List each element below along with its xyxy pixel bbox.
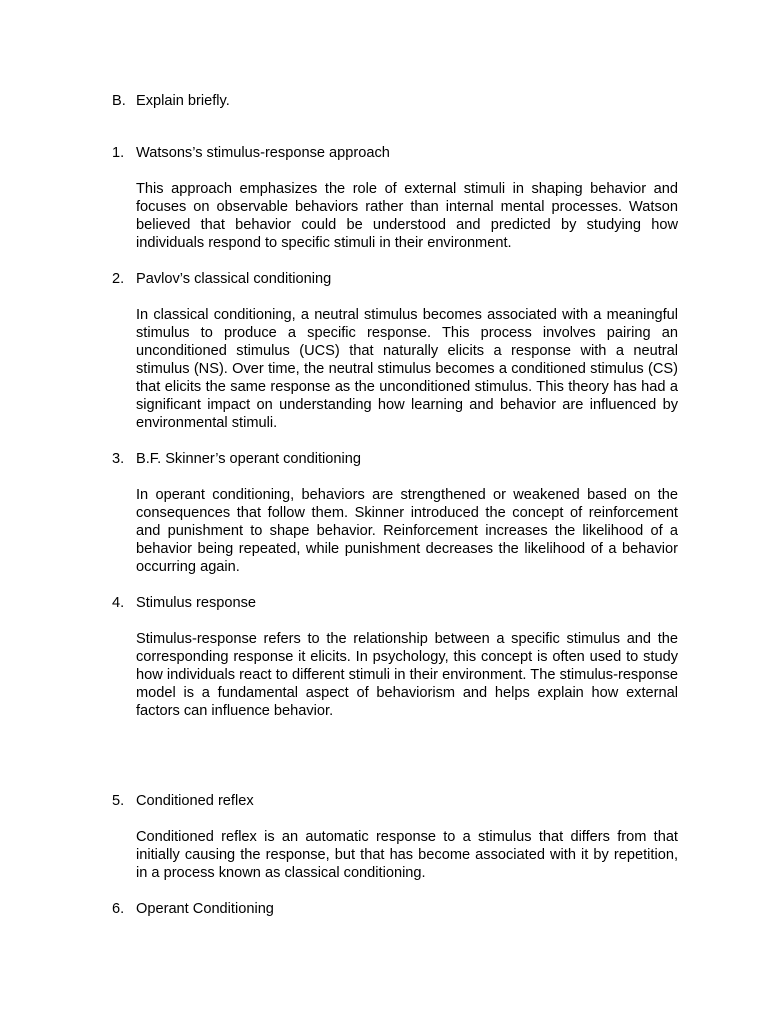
- list-item-heading: [112, 450, 678, 468]
- section-title: Explain briefly.: [136, 93, 230, 109]
- spacer: [112, 110, 678, 144]
- spacer: [112, 612, 678, 630]
- list-item-heading: [112, 900, 678, 918]
- spacer: [112, 720, 678, 792]
- item-body: Stimulus-response refers to the relationship between a specific stimulus and the corresponding response it elicits. In psychology, this concept is often used to study how individuals react to different stimuli in their environment. The stimulus-response model is a fundamental aspect of behaviorism and helps explain how external factors can influence behavior.: [136, 631, 678, 719]
- spacer: [112, 810, 678, 828]
- item-body: This approach emphasizes the role of external stimuli in shaping behavior and focuses on observable behaviors rather than internal mental processes. Watson believed that behavior could be understood and predicted by studying how individuals respond to specific stimuli in their environment.: [136, 181, 678, 251]
- item-body: In classical conditioning, a neutral stimulus becomes associated with a meaningful stimulus to produce a specific response. This process involves pairing an unconditioned stimulus (UCS) that naturally elicits a response with a neutral stimulus (NS). Over time, the neutral stimulus becomes a conditioned stimulus (CS) that elicits the same response as the unconditioned stimulus. This theory has had a significant impact on understanding how learning and behavior are influenced by environmental stimuli.: [136, 307, 678, 431]
- item-number: 2.: [112, 271, 125, 287]
- item-heading: Pavlov’s classical conditioning: [136, 271, 332, 287]
- item-number: 3.: [112, 451, 125, 467]
- spacer: [112, 432, 678, 450]
- item-heading: Watsons’s stimulus-response approach: [136, 145, 390, 161]
- section-marker: B.: [112, 93, 126, 109]
- item-body: In operant conditioning, behaviors are strengthened or weakened based on the consequences that follow them. Skinner introduced the concept of reinforcement and punishment to shape behavior. Reinforcement increases the likelihood of a behavior being repeated, while punishment decreases the likelihood of a behavior occurring again.: [136, 487, 678, 575]
- list-item-heading: [112, 270, 678, 288]
- item-number: 1.: [112, 145, 125, 161]
- item-heading: B.F. Skinner’s operant conditioning: [136, 451, 361, 467]
- section-heading: [112, 92, 678, 110]
- list-item-heading: [112, 144, 678, 162]
- spacer: [112, 252, 678, 270]
- item-number: 6.: [112, 901, 125, 917]
- spacer: [112, 576, 678, 594]
- item-body: Conditioned reflex is an automatic response to a stimulus that differs from that initially causing the response, but that has become associated with it by repetition, in a process known as classical conditioning.: [136, 829, 678, 881]
- item-heading: Conditioned reflex: [136, 793, 254, 809]
- item-heading: Stimulus response: [136, 595, 257, 611]
- list-item-heading: [112, 594, 678, 612]
- spacer: [112, 882, 678, 900]
- list-item-heading: [112, 792, 678, 810]
- spacer: [112, 468, 678, 486]
- item-number: 4.: [112, 595, 125, 611]
- item-heading: Operant Conditioning: [136, 901, 274, 917]
- item-number: 5.: [112, 793, 125, 809]
- spacer: [112, 162, 678, 180]
- spacer: [112, 288, 678, 306]
